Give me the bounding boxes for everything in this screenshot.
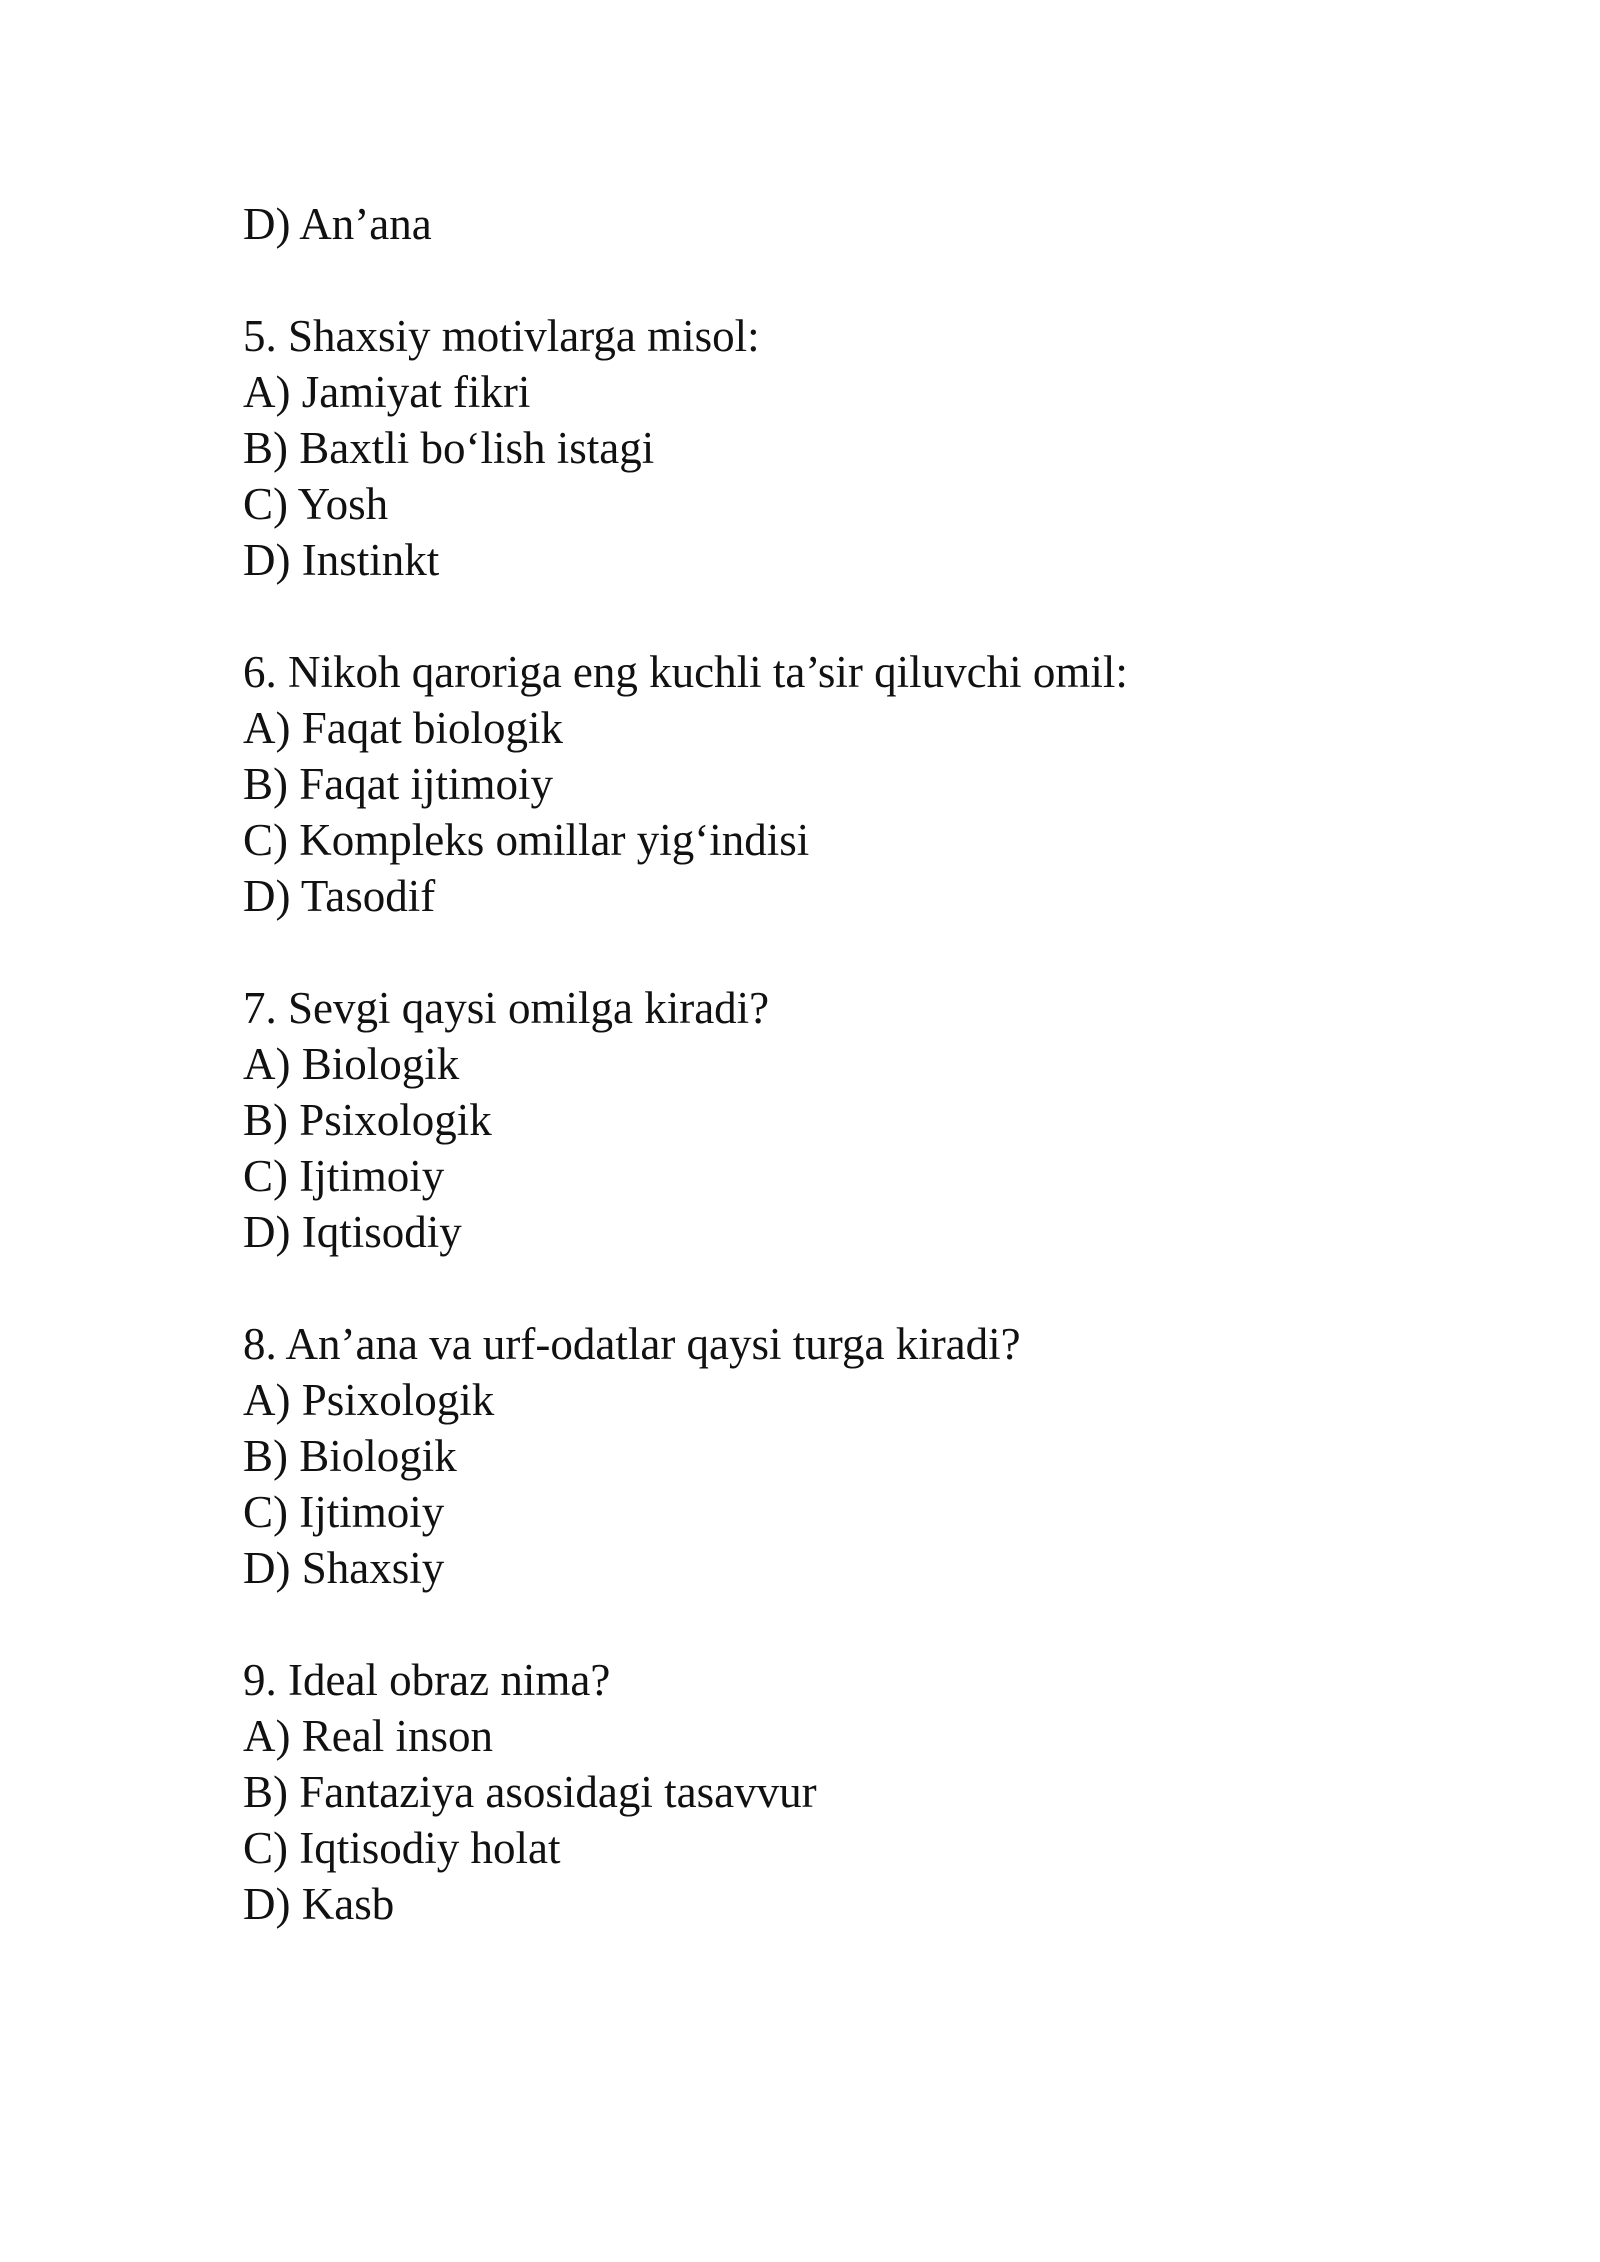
question-block-5 xyxy=(243,308,1443,588)
option-c: C) Iqtisodiy holat xyxy=(243,1823,561,1873)
option-d: D) Kasb xyxy=(243,1879,395,1929)
option-c: C) Ijtimoiy xyxy=(243,1151,445,1201)
option-a: A) Real inson xyxy=(243,1711,493,1761)
question-text: 7. Sevgi qaysi omilga kiradi? xyxy=(243,983,770,1033)
option-c: C) Kompleks omillar yig‘indisi xyxy=(243,815,810,865)
option-b: B) Baxtli bo‘lish istagi xyxy=(243,423,655,473)
carryover-option: D) An’ana xyxy=(243,199,432,249)
question-block-6 xyxy=(243,644,1443,924)
option-a: A) Biologik xyxy=(243,1039,460,1089)
question-block-9 xyxy=(243,1652,1443,1932)
question-text: 8. An’ana va urf-odatlar qaysi turga kiradi? xyxy=(243,1319,1021,1369)
quiz-content xyxy=(243,196,1443,1932)
option-b: B) Fantaziya asosidagi tasavvur xyxy=(243,1767,817,1817)
question-block-8 xyxy=(243,1316,1443,1596)
question-text: 5. Shaxsiy motivlarga misol: xyxy=(243,311,760,361)
option-a: A) Jamiyat fikri xyxy=(243,367,531,417)
option-a: A) Faqat biologik xyxy=(243,703,563,753)
question-text: 6. Nikoh qaroriga eng kuchli ta’sir qiluvchi omil: xyxy=(243,647,1128,697)
option-d: D) Iqtisodiy xyxy=(243,1207,462,1257)
option-b: B) Psixologik xyxy=(243,1095,492,1145)
question-block-7 xyxy=(243,980,1443,1260)
option-d: D) Instinkt xyxy=(243,535,440,585)
option-d: D) Shaxsiy xyxy=(243,1543,445,1593)
option-a: A) Psixologik xyxy=(243,1375,495,1425)
option-c: C) Ijtimoiy xyxy=(243,1487,445,1537)
option-b: B) Biologik xyxy=(243,1431,457,1481)
option-c: C) Yosh xyxy=(243,479,389,529)
option-d: D) Tasodif xyxy=(243,871,436,921)
option-b: B) Faqat ijtimoiy xyxy=(243,759,553,809)
question-text: 9. Ideal obraz nima? xyxy=(243,1655,611,1705)
